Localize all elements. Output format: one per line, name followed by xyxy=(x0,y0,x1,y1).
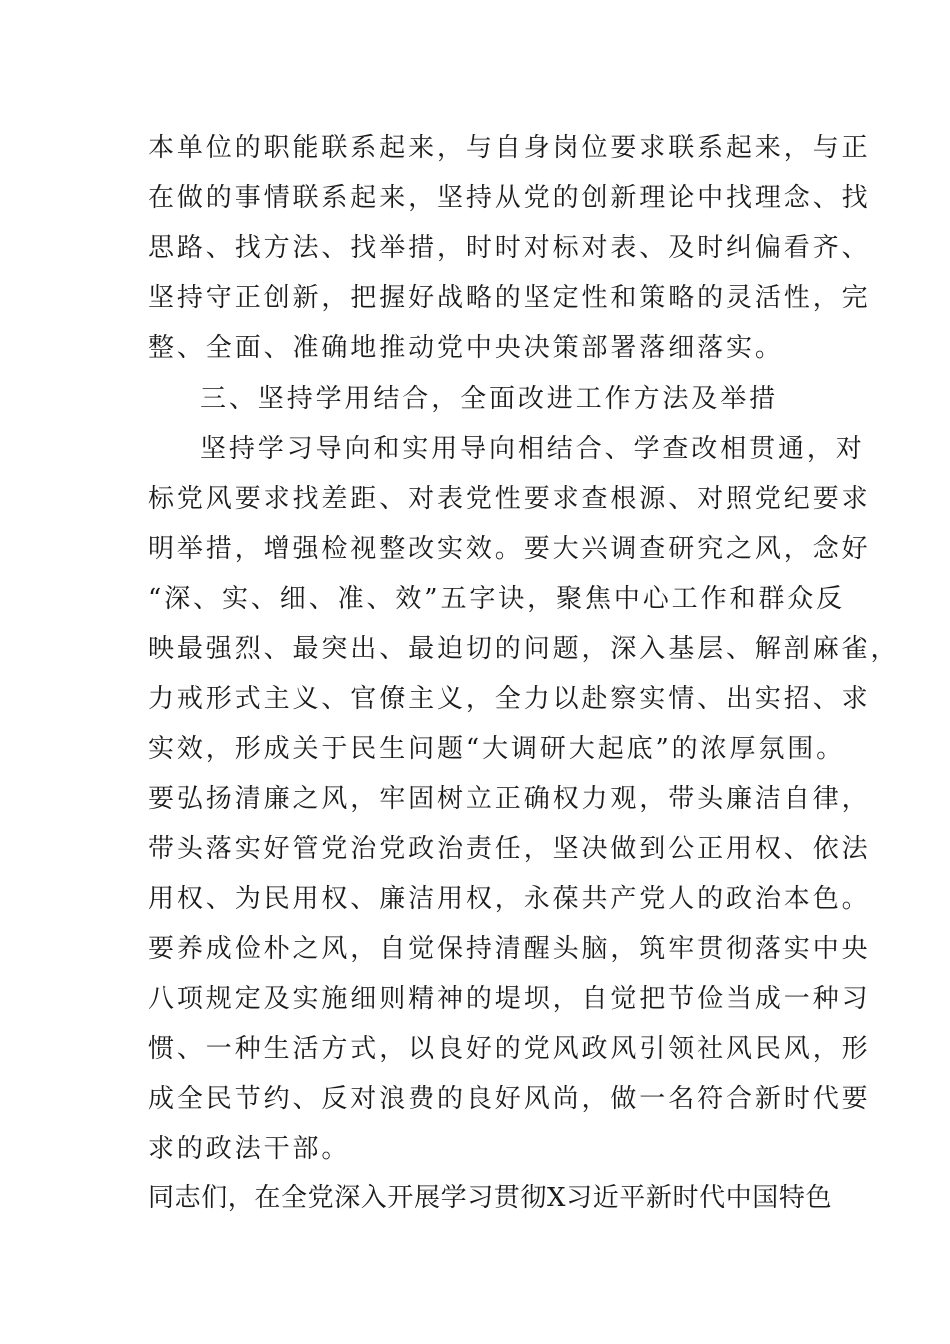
text-line: “深、实、细、准、效”五字诀，聚焦中心工作和群众反 xyxy=(148,584,846,614)
text-line: 本单位的职能联系起来，与自身岗位要求联系起来，与正 xyxy=(148,133,871,163)
text-line: 成全民节约、反对浪费的良好风尚，做一名符合新时代要 xyxy=(148,1084,871,1114)
text-line: 坚持学习导向和实用导向相结合、学查改相贯通，对 xyxy=(200,434,865,464)
text-line: 明举措，增强检视整改实效。要大兴调查研究之风，念好 xyxy=(148,534,871,564)
text-line: 用权、为民用权、廉洁用权，永葆共产党人的政治本色。 xyxy=(148,884,871,914)
text-line: 带头落实好管党治党政治责任，坚决做到公正用权、依法 xyxy=(148,834,871,864)
text-line: 同志们，在全党深入开展学习贯彻X习近平新时代中国特色 xyxy=(148,1183,833,1213)
text-line: 坚持守正创新，把握好战略的坚定性和策略的灵活性，完 xyxy=(148,283,871,313)
text-line: 要养成俭朴之风，自觉保持清醒头脑，筑牢贯彻落实中央 xyxy=(148,934,871,964)
text-line: 实效，形成关于民生问题“大调研大起底”的浓厚氛围。 xyxy=(148,734,846,764)
text-line: 要弘扬清廉之风，牢固树立正确权力观，带头廉洁自律， xyxy=(148,784,871,814)
text-line: 整、全面、准确地推动党中央决策部署落细落实。 xyxy=(148,333,784,363)
text-line: 在做的事情联系起来，坚持从党的创新理论中找理念、找 xyxy=(148,183,871,213)
text-line: 思路、找方法、找举措，时时对标对表、及时纠偏看齐、 xyxy=(148,233,871,263)
text-line: 映最强烈、最突出、最迫切的问题，深入基层、解剖麻雀， xyxy=(148,634,900,664)
text-line: 力戒形式主义、官僚主义，全力以赴察实情、出实招、求 xyxy=(148,684,871,714)
text-line: 惯、一种生活方式，以良好的党风政风引领社风民风，形 xyxy=(148,1034,871,1064)
text-line: 八项规定及实施细则精神的堤坝，自觉把节俭当成一种习 xyxy=(148,984,871,1014)
text-line: 标党风要求找差距、对表党性要求查根源、对照党纪要求 xyxy=(148,484,871,514)
section-heading: 三、坚持学用结合，全面改进工作方法及举措 xyxy=(200,384,779,414)
text-line: 求的政法干部。 xyxy=(148,1134,351,1164)
